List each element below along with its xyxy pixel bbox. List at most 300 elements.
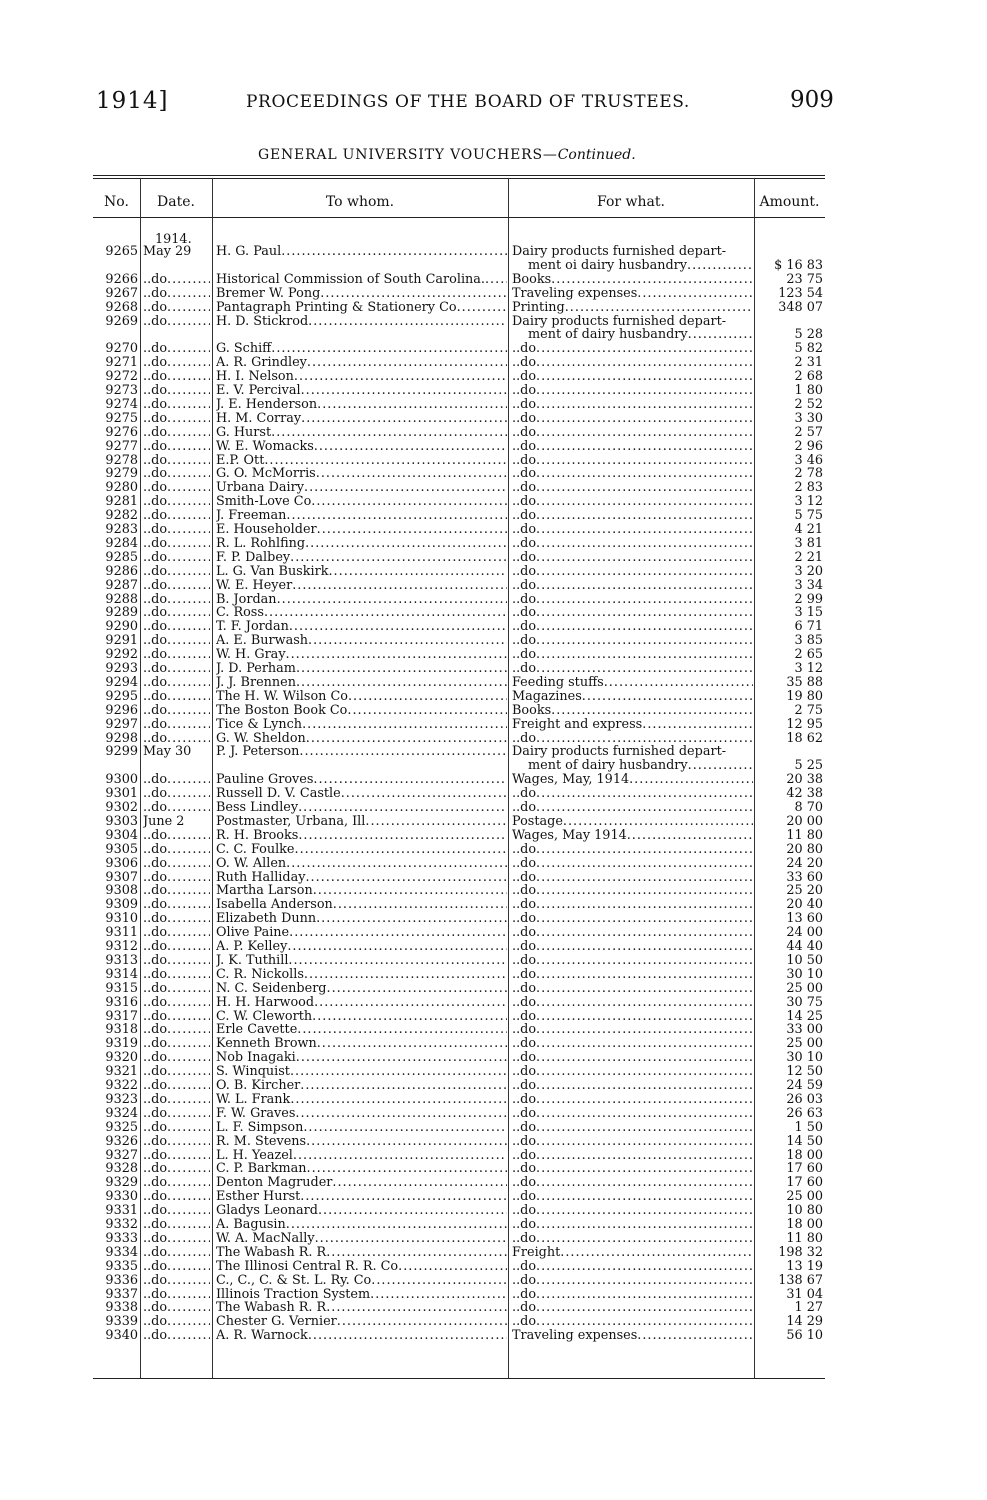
payee: G. Schiff .....	[216, 342, 507, 356]
voucher-number: 9295	[105, 689, 138, 704]
voucher-number: 9309	[105, 898, 138, 913]
voucher-date: ..do .....	[143, 1135, 210, 1149]
table-row	[0, 1329, 987, 1343]
purpose: ..do .....	[512, 926, 753, 940]
voucher-date: ..do .....	[143, 1149, 210, 1163]
payee: C. P. Barkman .....	[216, 1162, 507, 1176]
voucher-date: ..do .....	[143, 1037, 210, 1051]
voucher-number: 9265	[105, 245, 138, 259]
purpose: ..do .....	[512, 1204, 753, 1218]
amount: 1 27	[794, 1301, 823, 1316]
table-row	[0, 1260, 987, 1274]
purpose: ..do .....	[512, 732, 753, 746]
table-row	[0, 454, 987, 468]
purpose: ..do .....	[512, 454, 753, 468]
table-row	[0, 620, 987, 634]
voucher-date: ..do .....	[143, 593, 210, 607]
voucher-date: ..do .....	[143, 704, 210, 718]
payee: Kenneth Brown .....	[216, 1037, 507, 1051]
voucher-number: 9340	[105, 1329, 138, 1344]
voucher-date: ..do .....	[143, 1218, 210, 1232]
purpose: ment of dairy husbandry .....	[512, 759, 753, 773]
table-row	[0, 1107, 987, 1121]
voucher-number: 9336	[105, 1273, 138, 1288]
amount: 10 80	[786, 1204, 823, 1218]
purpose: ..do .....	[512, 648, 753, 662]
voucher-number: 9271	[105, 356, 138, 371]
payee: Bremer W. Pong .....	[216, 287, 507, 301]
purpose: ..do .....	[512, 384, 753, 398]
voucher-date: ..do .....	[143, 1190, 210, 1204]
payee: H. M. Corray .....	[216, 412, 507, 426]
purpose: ..do .....	[512, 912, 753, 926]
voucher-date: June 2	[143, 814, 185, 829]
purpose: ..do .....	[512, 356, 753, 370]
amount: 24 20	[786, 856, 823, 871]
amount: 3 20	[794, 564, 823, 579]
amount: 13 60	[786, 912, 823, 927]
amount: 17 60	[786, 1162, 823, 1177]
amount: 2 75	[794, 703, 823, 718]
voucher-number: 9304	[105, 828, 138, 843]
payee: T. F. Jordan .....	[216, 620, 507, 634]
voucher-number: 9291	[105, 634, 138, 649]
voucher-number: 9298	[105, 731, 138, 746]
voucher-date: ..do .....	[143, 926, 210, 940]
payee: J. Freeman .....	[216, 509, 507, 523]
voucher-number: 9276	[105, 425, 138, 440]
table-row	[0, 1121, 987, 1135]
purpose: ..do .....	[512, 968, 753, 982]
amount: 12 95	[786, 717, 823, 732]
amount: 42 38	[786, 787, 823, 801]
amount: 24 00	[786, 926, 823, 940]
amount: 3 12	[794, 662, 823, 676]
voucher-number: 9322	[105, 1079, 138, 1093]
voucher-number: 9305	[105, 842, 138, 857]
amount: 25 00	[786, 981, 823, 996]
table-row	[0, 426, 987, 440]
voucher-date: ..do .....	[143, 315, 210, 329]
table-top-rule	[93, 175, 825, 176]
purpose: ..do .....	[512, 954, 753, 968]
amount: 4 21	[794, 523, 823, 537]
purpose: Dairy products furnished depart-	[512, 314, 727, 329]
table-row	[0, 245, 987, 273]
voucher-date: ..do .....	[143, 412, 210, 426]
table-row	[0, 593, 987, 607]
voucher-date: ..do .....	[143, 718, 210, 732]
voucher-number: 9320	[105, 1051, 138, 1066]
purpose: ..do .....	[512, 996, 753, 1010]
amount: 30 75	[786, 995, 823, 1010]
payee: J. E. Henderson .....	[216, 398, 507, 412]
purpose: ..do .....	[512, 1023, 753, 1037]
voucher-number: 9333	[105, 1231, 138, 1246]
amount: 31 04	[786, 1287, 823, 1302]
purpose: ..do .....	[512, 1107, 753, 1121]
voucher-date: ..do .....	[143, 996, 210, 1010]
voucher-number: 9330	[105, 1190, 138, 1205]
voucher-date: ..do .....	[143, 662, 210, 676]
payee: Smith-Love Co .....	[216, 495, 507, 509]
purpose: ..do .....	[512, 1079, 753, 1093]
purpose: ..do .....	[512, 579, 753, 593]
table-row	[0, 1274, 987, 1288]
purpose: ..do .....	[512, 898, 753, 912]
payee: Nob Inagaki .....	[216, 1051, 507, 1065]
voucher-date: ..do .....	[143, 940, 210, 954]
payee: L. F. Simpson .....	[216, 1121, 507, 1135]
amount: 18 00	[786, 1218, 823, 1232]
voucher-date: ..do .....	[143, 370, 210, 384]
voucher-date: ..do .....	[143, 801, 210, 815]
voucher-number: 9321	[105, 1065, 138, 1079]
amount: 3 81	[794, 536, 823, 551]
payee: H. I. Nelson .....	[216, 370, 507, 384]
purpose: ..do .....	[512, 843, 753, 857]
table-row	[0, 704, 987, 718]
amount: 6 71	[794, 620, 823, 635]
voucher-number: 9312	[105, 940, 138, 954]
voucher-number: 9318	[105, 1023, 138, 1038]
payee: R. M. Stevens .....	[216, 1135, 507, 1149]
payee: Postmaster, Urbana, Ill .....	[216, 815, 507, 829]
page-number: 909	[790, 87, 834, 113]
table-row	[0, 467, 987, 481]
voucher-date: ..do .....	[143, 871, 210, 885]
table-row	[0, 898, 987, 912]
table-row	[0, 1010, 987, 1024]
amount: 2 78	[794, 467, 823, 482]
purpose: Traveling expenses .....	[512, 287, 753, 301]
amount: 30 10	[786, 1051, 823, 1066]
voucher-number: 9307	[105, 870, 138, 885]
voucher-number: 9275	[105, 411, 138, 426]
amount: 1 50	[794, 1120, 823, 1135]
purpose: Freight and express .....	[512, 718, 753, 732]
voucher-number: 9288	[105, 592, 138, 607]
payee: W. L. Frank .....	[216, 1093, 507, 1107]
amount: 25 00	[786, 1037, 823, 1052]
voucher-number: 9286	[105, 564, 138, 579]
amount: 2 83	[794, 481, 823, 496]
voucher-number: 9332	[105, 1218, 138, 1232]
table-row	[0, 509, 987, 523]
amount: 14 50	[786, 1134, 823, 1149]
voucher-date: ..do .....	[143, 287, 210, 301]
voucher-date: ..do .....	[143, 1107, 210, 1121]
purpose: ..do .....	[512, 1260, 753, 1274]
amount: 198 32	[778, 1245, 823, 1260]
table-row	[0, 1232, 987, 1246]
purpose: Traveling expenses .....	[512, 1329, 753, 1343]
payee: G. O. McMorris .....	[216, 467, 507, 481]
voucher-date: ..do .....	[143, 356, 210, 370]
voucher-date: ..do .....	[143, 426, 210, 440]
voucher-date: ..do .....	[143, 968, 210, 982]
purpose: Dairy products furnished depart-	[512, 745, 727, 760]
payee: Russell D. V. Castle .....	[216, 787, 507, 801]
payee: A. R. Grindley .....	[216, 356, 507, 370]
voucher-date: ..do .....	[143, 1121, 210, 1135]
purpose: ..do .....	[512, 1232, 753, 1246]
payee: C. Ross .....	[216, 606, 507, 620]
table-row	[0, 523, 987, 537]
running-title: PROCEEDINGS OF THE BOARD OF TRUSTEES.	[246, 92, 690, 112]
payee: C., C., C. & St. L. Ry. Co .....	[216, 1274, 507, 1288]
amount: 2 57	[794, 425, 823, 440]
amount: 56 10	[786, 1329, 823, 1344]
voucher-number: 9326	[105, 1134, 138, 1149]
voucher-date: ..do .....	[143, 454, 210, 468]
table-row	[0, 857, 987, 871]
amount: 20 80	[786, 842, 823, 857]
voucher-number: 9339	[105, 1315, 138, 1330]
payee: L. G. Van Buskirk .....	[216, 565, 507, 579]
table-row	[0, 968, 987, 982]
voucher-date: ..do .....	[143, 787, 210, 801]
voucher-date: ..do .....	[143, 648, 210, 662]
section-title-text: GENERAL UNIVERSITY VOUCHERS—	[258, 147, 558, 163]
voucher-number: 9272	[105, 370, 138, 384]
table-row	[0, 954, 987, 968]
payee: The Illinosi Central R. R. Co .....	[216, 1260, 507, 1274]
purpose: Feeding stuffs .....	[512, 676, 753, 690]
voucher-number: 9306	[105, 856, 138, 871]
purpose: ..do .....	[512, 982, 753, 996]
payee: The Wabash R. R .....	[216, 1301, 507, 1315]
voucher-date: ..do .....	[143, 954, 210, 968]
purpose: Wages, May 1914 .....	[512, 829, 753, 843]
table-row	[0, 1315, 987, 1329]
voucher-date: ..do .....	[143, 551, 210, 565]
voucher-number: 9311	[105, 926, 138, 940]
voucher-date: ..do .....	[143, 1246, 210, 1260]
purpose: ..do .....	[512, 1135, 753, 1149]
table-row	[0, 871, 987, 885]
voucher-number: 9315	[105, 981, 138, 996]
purpose: ..do .....	[512, 440, 753, 454]
voucher-date: ..do .....	[143, 495, 210, 509]
payee: G. W. Sheldon .....	[216, 732, 507, 746]
table-row	[0, 579, 987, 593]
payee: R. H. Brooks .....	[216, 829, 507, 843]
voucher-date: May 30	[143, 745, 192, 760]
header-bottom-rule	[93, 217, 825, 218]
payee: Tice & Lynch .....	[216, 718, 507, 732]
voucher-date: ..do .....	[143, 676, 210, 690]
payee: Denton Magruder .....	[216, 1176, 507, 1190]
voucher-number: 9294	[105, 675, 138, 690]
amount: 20 40	[786, 898, 823, 913]
voucher-date: ..do .....	[143, 301, 210, 315]
amount: $ 16 83	[774, 258, 823, 273]
purpose: ..do .....	[512, 509, 753, 523]
payee: F. W. Graves .....	[216, 1107, 507, 1121]
voucher-number: 9331	[105, 1204, 138, 1218]
payee: A. Bagusin .....	[216, 1218, 507, 1232]
amount: 2 96	[794, 439, 823, 454]
amount: 2 52	[794, 397, 823, 412]
purpose: ..do .....	[512, 1010, 753, 1024]
voucher-number: 9301	[105, 787, 138, 801]
column-header-date: Date.	[157, 194, 195, 210]
voucher-date: ..do .....	[143, 912, 210, 926]
table-row	[0, 412, 987, 426]
voucher-number: 9267	[105, 286, 138, 301]
voucher-number: 9316	[105, 995, 138, 1010]
payee: N. C. Seidenberg .....	[216, 982, 507, 996]
table-row	[0, 648, 987, 662]
amount: 2 21	[794, 550, 823, 565]
table-row	[0, 1246, 987, 1260]
header-year: 1914]	[96, 88, 169, 114]
purpose: ..do .....	[512, 1176, 753, 1190]
payee: S. Winquist .....	[216, 1065, 507, 1079]
payee: Bess Lindley .....	[216, 801, 507, 815]
amount: 2 31	[794, 356, 823, 371]
voucher-number: 9327	[105, 1148, 138, 1163]
voucher-date: May 29	[143, 245, 192, 259]
purpose: ..do .....	[512, 398, 753, 412]
payee: O. W. Allen .....	[216, 857, 507, 871]
voucher-number: 9281	[105, 495, 138, 510]
voucher-number: 9273	[105, 384, 138, 398]
purpose: ..do .....	[512, 593, 753, 607]
payee: E.P. Ott .....	[216, 454, 507, 468]
purpose: ..do .....	[512, 537, 753, 551]
purpose: ..do .....	[512, 370, 753, 384]
amount: 3 12	[794, 495, 823, 510]
purpose: ..do .....	[512, 551, 753, 565]
purpose: Postage .....	[512, 815, 753, 829]
voucher-date: ..do .....	[143, 537, 210, 551]
amount: 138 67	[778, 1273, 823, 1288]
table-row	[0, 1149, 987, 1163]
purpose: Books .....	[512, 704, 753, 718]
payee: The Wabash R. R .....	[216, 1246, 507, 1260]
purpose: ment of dairy husbandry .....	[512, 328, 753, 342]
table-row	[0, 301, 987, 315]
payee: B. Jordan .....	[216, 593, 507, 607]
payee: Ruth Halliday .....	[216, 871, 507, 885]
table-row	[0, 1037, 987, 1051]
purpose: ..do .....	[512, 1121, 753, 1135]
amount: 14 29	[786, 1315, 823, 1330]
table-row	[0, 481, 987, 495]
voucher-date: ..do .....	[143, 857, 210, 871]
table-row	[0, 718, 987, 732]
purpose: ..do .....	[512, 1051, 753, 1065]
voucher-number: 9303	[105, 814, 138, 829]
table-row	[0, 1135, 987, 1149]
payee: W. E. Womacks .....	[216, 440, 507, 454]
table-row	[0, 801, 987, 815]
voucher-date: ..do .....	[143, 898, 210, 912]
purpose: ..do .....	[512, 634, 753, 648]
purpose: Wages, May, 1914 .....	[512, 773, 753, 787]
amount: 30 10	[786, 967, 823, 982]
purpose: ..do .....	[512, 1288, 753, 1302]
purpose: ..do .....	[512, 1218, 753, 1232]
voucher-date: ..do .....	[143, 384, 210, 398]
voucher-date: ..do .....	[143, 565, 210, 579]
table-row	[0, 1176, 987, 1190]
voucher-date: ..do .....	[143, 1093, 210, 1107]
payee: H. G. Paul .....	[216, 245, 507, 259]
amount: 11 80	[786, 828, 823, 843]
amount: 3 34	[794, 578, 823, 593]
voucher-date: ..do .....	[143, 1301, 210, 1315]
voucher-number: 9270	[105, 342, 138, 357]
table-row	[0, 1204, 987, 1218]
voucher-date: ..do .....	[143, 620, 210, 634]
voucher-number: 9324	[105, 1106, 138, 1121]
table-row	[0, 315, 987, 343]
table-row	[0, 843, 987, 857]
amount: 24 59	[786, 1079, 823, 1093]
amount: 5 82	[794, 342, 823, 357]
table-row	[0, 370, 987, 384]
payee: A. E. Burwash .....	[216, 634, 507, 648]
payee: J. D. Perham .....	[216, 662, 507, 676]
amount: 123 54	[778, 286, 823, 301]
purpose: ..do .....	[512, 495, 753, 509]
voucher-date: ..do .....	[143, 1065, 210, 1079]
table-row	[0, 676, 987, 690]
amount: 5 28	[794, 328, 823, 343]
payee: P. J. Peterson .....	[216, 745, 507, 759]
payee: A. R. Warnock .....	[216, 1329, 507, 1343]
amount: 26 03	[786, 1092, 823, 1107]
voucher-number: 9266	[105, 272, 138, 287]
table-row	[0, 1162, 987, 1176]
voucher-date: ..do .....	[143, 1274, 210, 1288]
amount: 13 19	[786, 1259, 823, 1274]
purpose: ..do .....	[512, 940, 753, 954]
payee: W. A. MacNally .....	[216, 1232, 507, 1246]
payee: Urbana Dairy .....	[216, 481, 507, 495]
payee: W. E. Heyer .....	[216, 579, 507, 593]
purpose: ..do .....	[512, 1093, 753, 1107]
voucher-number: 9334	[105, 1245, 138, 1260]
voucher-number: 9308	[105, 884, 138, 899]
column-header-no: No.	[104, 194, 129, 210]
amount: 23 75	[786, 272, 823, 287]
purpose: ..do .....	[512, 1149, 753, 1163]
purpose: ..do .....	[512, 1301, 753, 1315]
amount: 10 50	[786, 953, 823, 968]
voucher-date: ..do .....	[143, 1204, 210, 1218]
purpose: Magazines .....	[512, 690, 753, 704]
table-row	[0, 495, 987, 509]
table-row	[0, 287, 987, 301]
voucher-date: ..do .....	[143, 1051, 210, 1065]
payee: Illinois Traction System .....	[216, 1288, 507, 1302]
voucher-number: 9290	[105, 620, 138, 635]
amount: 35 88	[786, 675, 823, 690]
table-row	[0, 732, 987, 746]
payee: The Boston Book Co .....	[216, 704, 507, 718]
payee: Pantagraph Printing & Stationery Co .....	[216, 301, 507, 315]
purpose: ..do .....	[512, 884, 753, 898]
amount: 11 80	[786, 1231, 823, 1246]
table-row	[0, 1051, 987, 1065]
voucher-number: 9278	[105, 453, 138, 468]
table-row	[0, 884, 987, 898]
voucher-number: 9280	[105, 481, 138, 496]
